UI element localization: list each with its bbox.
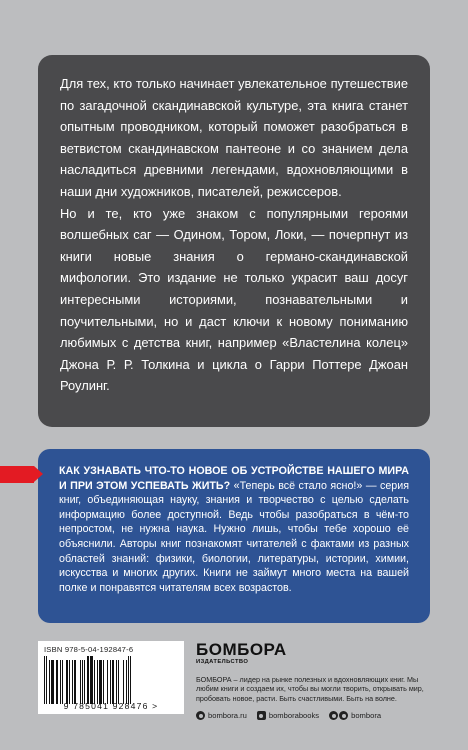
description-paragraph-2: Но и те, кто уже знаком с популярными героями волшебных саг — Одином, Тором, Локи, — почерпнут из книги новые знания о германо-скандинавской мифологии. Это издание не только украсит ваш досуг интересными историями, познавательными и поучительными, но и даст ключи к новому пониманию любимых с детства книг, например «Властелина колец» Джона Р. Р. Толкина и цикла о Гарри Поттере Джоан Роулинг. [60, 205, 408, 394]
series-body: «Теперь всё стало ясно!» — серия книг, объединяющая науку, знания и творчество с целью сделать информацию более доступной. Ведь чтобы разобраться в чём-то непростом, не нужна наука. Нужно лишь, чтобы тебе хорошо её объяснили. Авторы книг познакомят читателей с фактами из разных областей знаний: физики, биологии, литературы, истории, химии, искусства и многих других. Книги не займут много места на вашей полке и понравятся читателям всех возрастов. [59, 479, 409, 594]
social-icons [329, 711, 348, 720]
social-website[interactable] [196, 711, 247, 720]
publisher-logo-name: БОМБОРА [196, 640, 287, 659]
social-books[interactable] [257, 711, 319, 720]
series-text [59, 464, 409, 595]
series-caps-heading: КАК УЗНАВАТЬ ЧТО-ТО НОВОЕ ОБ УСТРОЙСТВЕ НАШЕГО МИРА И ПРИ ЭТОМ УСПЕВАТЬ ЖИТЬ? [59, 465, 409, 492]
social-community-label: bombora [351, 711, 382, 721]
instagram-icon [257, 711, 266, 720]
barcode-bars [44, 656, 178, 704]
publisher-logo-subtitle: ИЗДАТЕЛЬСТВО [196, 659, 249, 665]
publisher-description: БОМБОРА – лидер на рынке полезных и вдохновляющих книг. Мы любим книги и создаем их, чтобы вы могли творить, открывать мир, пробовать новое, расти. Быть счастливыми. Быть на волне. [196, 675, 424, 703]
social-books-label: bomborabooks [268, 711, 320, 721]
social-community[interactable] [329, 711, 381, 720]
barcode-number: 9 785041 928476 > [63, 701, 159, 711]
series-block [38, 449, 430, 623]
website-icon [196, 711, 205, 720]
telegram-icon [339, 711, 348, 720]
social-website-label: bombora.ru [208, 711, 247, 721]
barcode [38, 641, 184, 714]
social-links [196, 711, 434, 720]
description-paragraph-1: Для тех, кто только начинает увлекательное путешествие по загадочной скандинавской культуре, эта книга станет опытным проводником, который поможет разобраться в ветвистом скандинавском пантеоне и со знанием дела насладиться древними легендами, вдохновляющими в наши дни художников, писателей, режиссеров. [60, 76, 408, 199]
isbn-label: ISBN 978-5-04-192847-6 [44, 645, 134, 654]
description-block [38, 55, 430, 427]
publisher-block [196, 641, 434, 720]
vk-icon [329, 711, 338, 720]
